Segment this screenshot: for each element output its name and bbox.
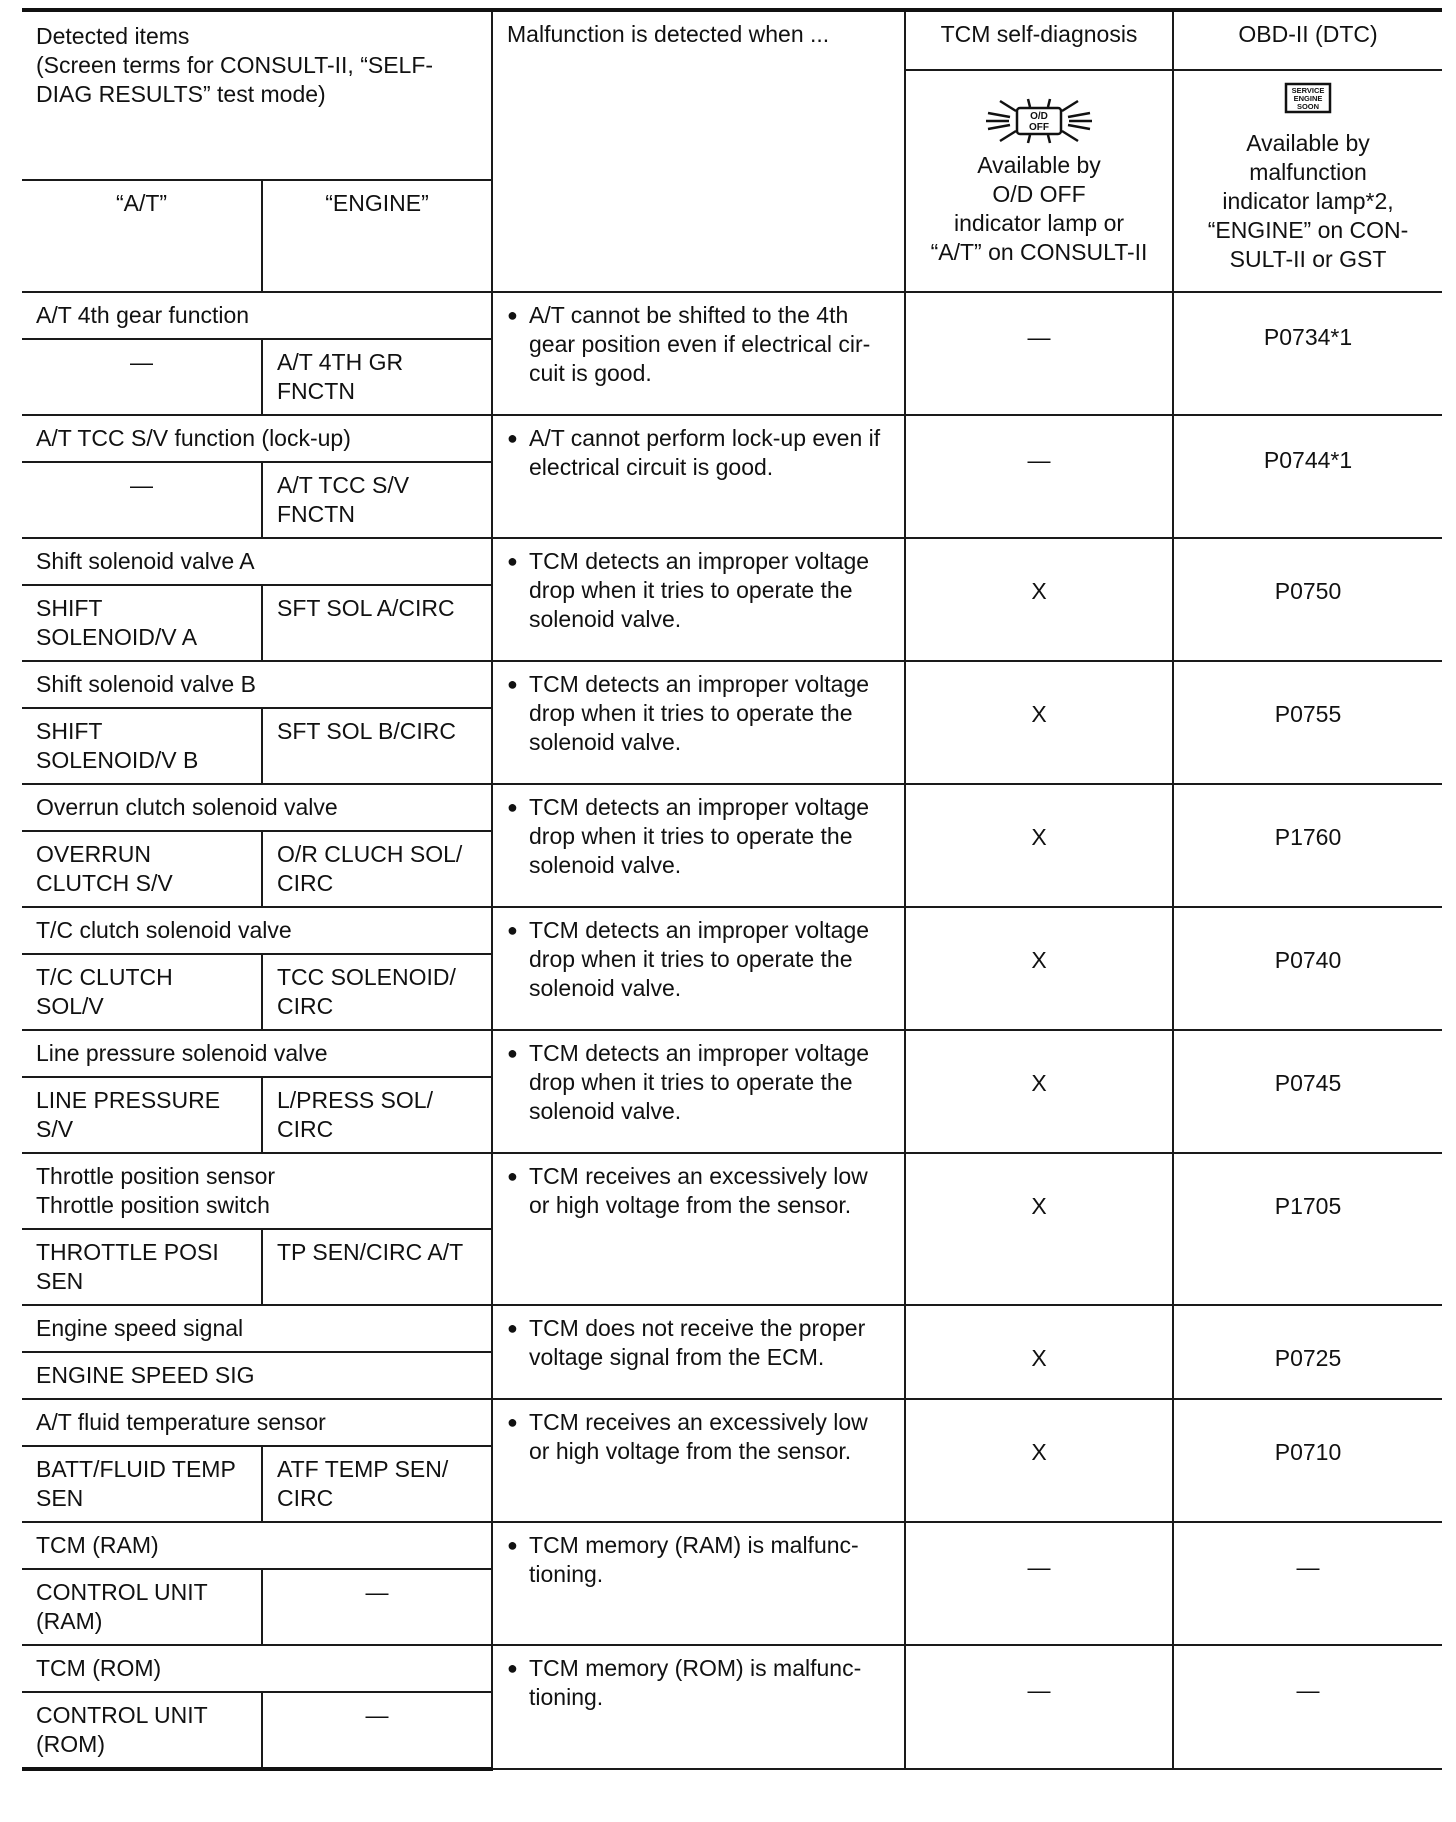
detected-item-name: Line pressure solenoid valve bbox=[36, 1040, 328, 1066]
engine-screen-term: A/T TCC S/V FNCTN bbox=[277, 472, 410, 527]
obd-dtc-cell bbox=[1173, 415, 1442, 538]
bullet-icon: ● bbox=[507, 1166, 518, 1186]
engine-screen-term-cell bbox=[262, 1692, 492, 1769]
detected-item-cell bbox=[22, 1645, 492, 1692]
tcm-self-diagnosis-header bbox=[905, 10, 1173, 70]
malfunction-condition-cell bbox=[492, 415, 905, 538]
engine-screen-term-cell bbox=[262, 462, 492, 538]
obd-dtc-cell bbox=[1173, 1522, 1442, 1645]
engine-screen-term: A/T 4TH GR FNCTN bbox=[277, 349, 404, 404]
engine-screen-term-cell bbox=[262, 1229, 492, 1305]
malfunction-header-label: Malfunction is detected when ... bbox=[507, 21, 830, 47]
detected-item-cell bbox=[22, 1522, 492, 1569]
at-screen-term-cell bbox=[22, 1446, 262, 1522]
engine-screen-term-cell bbox=[262, 339, 492, 415]
detected-item-cell bbox=[22, 661, 492, 708]
malfunction-condition-text: TCM receives an excessively low or high voltage from the sensor. bbox=[529, 1409, 868, 1464]
svg-text:ENGINE: ENGINE bbox=[1293, 94, 1323, 103]
svg-text:OFF: OFF bbox=[1029, 122, 1050, 133]
obd-lamp-cell bbox=[1173, 70, 1442, 292]
engine-screen-term: ATF TEMP SEN/ CIRC bbox=[277, 1456, 449, 1511]
malfunction-condition-cell bbox=[492, 1645, 905, 1769]
at-screen-term-cell bbox=[22, 1229, 262, 1305]
bullet-icon: ● bbox=[507, 1658, 518, 1678]
tcm-self-diagnosis-cell bbox=[905, 1522, 1173, 1645]
at-screen-term-cell bbox=[22, 831, 262, 907]
obd-dtc-code: P0710 bbox=[1274, 1439, 1342, 1465]
detected-item-name: A/T fluid temperature sensor bbox=[36, 1409, 326, 1435]
at-screen-term-cell bbox=[22, 1352, 492, 1399]
obd-dtc-code: — bbox=[1296, 1554, 1320, 1580]
obd-dtc-cell bbox=[1173, 538, 1442, 661]
engine-screen-term: SFT SOL B/CIRC bbox=[277, 718, 456, 744]
engine-screen-term: L/PRESS SOL/ CIRC bbox=[277, 1087, 433, 1142]
tcm-self-diagnosis-cell bbox=[905, 538, 1173, 661]
bullet-icon: ● bbox=[507, 920, 518, 940]
obd-dtc-cell bbox=[1173, 1645, 1442, 1769]
obd-dtc-code: P1760 bbox=[1274, 824, 1342, 850]
service-engine-soon-lamp-icon bbox=[1188, 81, 1428, 115]
tcm-self-diagnosis-value: X bbox=[1031, 824, 1047, 850]
obd-dtc-cell bbox=[1173, 1030, 1442, 1153]
malfunction-condition-text: TCM detects an improper voltage drop when it tries to operate the solenoid valve. bbox=[529, 671, 870, 755]
od-off-lamp-text: O/D bbox=[1030, 111, 1048, 122]
obd-dtc-cell bbox=[1173, 907, 1442, 1030]
detected-item-cell bbox=[22, 1305, 492, 1352]
detected-item-cell bbox=[22, 1153, 492, 1229]
engine-screen-term: TCC SOLENOID/ CIRC bbox=[277, 964, 456, 1019]
engine-screen-term-cell bbox=[262, 1446, 492, 1522]
malfunction-condition-cell bbox=[492, 1305, 905, 1399]
obd-dtc-code: P0725 bbox=[1274, 1345, 1342, 1371]
at-screen-term: LINE PRESSURE S/V bbox=[36, 1087, 221, 1142]
engine-column-label: “ENGINE” bbox=[325, 190, 429, 216]
malfunction-condition-cell bbox=[492, 538, 905, 661]
malfunction-header bbox=[492, 10, 905, 292]
detected-item-cell bbox=[22, 292, 492, 339]
malfunction-condition-cell bbox=[492, 1399, 905, 1522]
detected-item-name: Shift solenoid valve B bbox=[36, 671, 256, 697]
bullet-icon: ● bbox=[507, 797, 518, 817]
tcm-self-diagnosis-cell bbox=[905, 1645, 1173, 1769]
malfunction-condition-cell bbox=[492, 661, 905, 784]
malfunction-condition-cell bbox=[492, 784, 905, 907]
malfunction-condition-text: TCM detects an improper voltage drop when it tries to operate the solenoid valve. bbox=[529, 548, 870, 632]
detected-item-cell bbox=[22, 538, 492, 585]
obd-dtc-code: P0734*1 bbox=[1263, 324, 1353, 350]
malfunction-condition-text: TCM memory (ROM) is malfunc-tioning. bbox=[529, 1655, 862, 1710]
obd-dtc-code: P0750 bbox=[1274, 578, 1342, 604]
obd-dtc-code: P0740 bbox=[1274, 947, 1342, 973]
malfunction-condition-cell bbox=[492, 1522, 905, 1645]
obd-availability-text: Available by malfunction indicator lamp*2, “ENGINE” on CON- SULT-II or GST bbox=[1207, 130, 1409, 272]
tcm-self-diagnosis-value: X bbox=[1031, 1193, 1047, 1219]
tcm-self-diagnosis-value: X bbox=[1031, 947, 1047, 973]
malfunction-condition-text: TCM detects an improper voltage drop when it tries to operate the solenoid valve. bbox=[529, 917, 870, 1001]
at-screen-term: — bbox=[130, 472, 153, 498]
at-screen-term: SHIFT SOLENOID/V B bbox=[36, 718, 199, 773]
detected-item-name: Overrun clutch solenoid valve bbox=[36, 794, 338, 820]
obd-dtc-cell bbox=[1173, 661, 1442, 784]
engine-screen-term-cell bbox=[262, 831, 492, 907]
tcm-lamp-cell bbox=[905, 70, 1173, 292]
malfunction-condition-text: TCM detects an improper voltage drop when it tries to operate the solenoid valve. bbox=[529, 1040, 870, 1124]
tcm-self-diagnosis-value: X bbox=[1031, 701, 1047, 727]
obd-dtc-code: P1705 bbox=[1274, 1193, 1342, 1219]
bullet-icon: ● bbox=[507, 551, 518, 571]
bullet-icon: ● bbox=[507, 1043, 518, 1063]
at-screen-term-cell bbox=[22, 954, 262, 1030]
tcm-self-diagnosis-value: X bbox=[1031, 1070, 1047, 1096]
diagnosis-table-sheet bbox=[22, 8, 1442, 1771]
malfunction-condition-text: A/T cannot perform lock-up even if electrical circuit is good. bbox=[529, 425, 881, 480]
tcm-self-diagnosis-cell bbox=[905, 292, 1173, 415]
at-screen-term: CONTROL UNIT (RAM) bbox=[36, 1579, 208, 1634]
at-screen-term: SHIFT SOLENOID/V A bbox=[36, 595, 198, 650]
tcm-self-diagnosis-cell bbox=[905, 661, 1173, 784]
malfunction-condition-text: A/T cannot be shifted to the 4th gear position even if electrical cir-cuit is good. bbox=[529, 302, 871, 386]
bullet-icon: ● bbox=[507, 428, 518, 448]
detected-item-name: T/C clutch solenoid valve bbox=[36, 917, 292, 943]
tcm-self-diagnosis-cell bbox=[905, 907, 1173, 1030]
tcm-self-diagnosis-value: X bbox=[1031, 1439, 1047, 1465]
detected-item-cell bbox=[22, 1030, 492, 1077]
svg-text:SOON: SOON bbox=[1296, 102, 1320, 111]
detected-item-name: TCM (RAM) bbox=[36, 1532, 159, 1558]
at-screen-term-cell bbox=[22, 708, 262, 784]
bullet-icon: ● bbox=[507, 1412, 518, 1432]
engine-screen-term-cell bbox=[262, 585, 492, 661]
malfunction-condition-cell bbox=[492, 1153, 905, 1305]
tcm-self-diagnosis-value: — bbox=[1027, 1554, 1051, 1580]
tcm-self-diagnosis-value: X bbox=[1031, 578, 1047, 604]
malfunction-condition-text: TCM receives an excessively low or high voltage from the sensor. bbox=[529, 1163, 868, 1218]
detected-item-cell bbox=[22, 415, 492, 462]
tcm-self-diagnosis-value: — bbox=[1027, 447, 1051, 473]
detected-items-label: Detected items (Screen terms for CONSULT-II, “SELF-DIAG RESULTS” test mode) bbox=[36, 23, 434, 107]
malfunction-condition-text: TCM memory (RAM) is malfunc-tioning. bbox=[529, 1532, 859, 1587]
at-screen-term-cell bbox=[22, 1569, 262, 1645]
at-screen-term: T/C CLUTCH SOL/V bbox=[36, 964, 173, 1019]
at-screen-term: THROTTLE POSI SEN bbox=[36, 1239, 219, 1294]
tcm-self-diagnosis-cell bbox=[905, 1030, 1173, 1153]
detected-item-name: A/T 4th gear function bbox=[36, 302, 250, 328]
engine-screen-term-cell bbox=[262, 1569, 492, 1645]
tcm-self-diagnosis-label: TCM self-diagnosis bbox=[940, 21, 1138, 47]
engine-screen-term: SFT SOL A/CIRC bbox=[277, 595, 455, 621]
obd-dtc-code: P0745 bbox=[1274, 1070, 1342, 1096]
engine-screen-term-cell bbox=[262, 954, 492, 1030]
malfunction-condition-cell bbox=[492, 1030, 905, 1153]
malfunction-condition-cell bbox=[492, 292, 905, 415]
obd-dtc-label: OBD-II (DTC) bbox=[1238, 21, 1378, 47]
at-screen-term-cell bbox=[22, 339, 262, 415]
obd-dtc-code: P0744*1 bbox=[1263, 447, 1353, 473]
at-screen-term-cell bbox=[22, 585, 262, 661]
at-column-label: “A/T” bbox=[115, 190, 168, 216]
engine-screen-term: — bbox=[365, 1702, 389, 1728]
detected-item-cell bbox=[22, 1399, 492, 1446]
bullet-icon: ● bbox=[507, 674, 518, 694]
malfunction-condition-text: TCM does not receive the proper voltage signal from the ECM. bbox=[529, 1315, 866, 1370]
at-screen-term-cell bbox=[22, 462, 262, 538]
tcm-self-diagnosis-cell bbox=[905, 1399, 1173, 1522]
svg-text:SERVICE: SERVICE bbox=[1291, 86, 1325, 95]
detected-item-name: A/T TCC S/V function (lock-up) bbox=[36, 425, 351, 451]
obd-dtc-cell bbox=[1173, 784, 1442, 907]
at-screen-term-cell bbox=[22, 1077, 262, 1153]
bullet-icon: ● bbox=[507, 1318, 518, 1338]
engine-screen-term-cell bbox=[262, 708, 492, 784]
malfunction-condition-text: TCM detects an improper voltage drop when it tries to operate the solenoid valve. bbox=[529, 794, 870, 878]
detected-item-cell bbox=[22, 907, 492, 954]
at-screen-term: ENGINE SPEED SIG bbox=[36, 1362, 255, 1388]
at-screen-term: BATT/FLUID TEMP SEN bbox=[36, 1456, 236, 1511]
bullet-icon: ● bbox=[507, 1535, 518, 1555]
tcm-self-diagnosis-cell bbox=[905, 1305, 1173, 1399]
at-screen-term: CONTROL UNIT (ROM) bbox=[36, 1702, 208, 1757]
detected-item-cell bbox=[22, 784, 492, 831]
tcm-self-diagnosis-value: — bbox=[1027, 324, 1051, 350]
detected-items-header bbox=[22, 10, 492, 180]
engine-screen-term-cell bbox=[262, 1077, 492, 1153]
malfunction-condition-cell bbox=[492, 907, 905, 1030]
detected-item-name: Shift solenoid valve A bbox=[36, 548, 255, 574]
tcm-self-diagnosis-value: — bbox=[1027, 1677, 1051, 1703]
tcm-self-diagnosis-value: X bbox=[1031, 1345, 1047, 1371]
obd-dtc-cell bbox=[1173, 1399, 1442, 1522]
bullet-icon: ● bbox=[507, 305, 518, 325]
obd-dtc-cell bbox=[1173, 292, 1442, 415]
engine-column-header bbox=[262, 180, 492, 292]
engine-screen-term: TP SEN/CIRC A/T bbox=[277, 1239, 464, 1265]
obd-dtc-code: P0755 bbox=[1274, 701, 1342, 727]
at-column-header bbox=[22, 180, 262, 292]
detected-item-name: Throttle position sensor Throttle position switch bbox=[36, 1163, 276, 1218]
tcm-self-diagnosis-cell bbox=[905, 1153, 1173, 1305]
obd-dtc-code: — bbox=[1296, 1677, 1320, 1703]
at-screen-term: — bbox=[130, 349, 153, 375]
at-screen-term-cell bbox=[22, 1692, 262, 1769]
obd-dtc-cell bbox=[1173, 1153, 1442, 1305]
at-screen-term: OVERRUN CLUTCH S/V bbox=[36, 841, 173, 896]
engine-screen-term: — bbox=[365, 1579, 389, 1605]
tcm-self-diagnosis-cell bbox=[905, 415, 1173, 538]
od-off-lamp-icon bbox=[920, 97, 1158, 145]
obd-dtc-cell bbox=[1173, 1305, 1442, 1399]
obd-dtc-header bbox=[1173, 10, 1442, 70]
tcm-self-diagnosis-cell bbox=[905, 784, 1173, 907]
detected-item-name: TCM (ROM) bbox=[36, 1655, 162, 1681]
detected-item-name: Engine speed signal bbox=[36, 1315, 244, 1341]
tcm-availability-text: Available by O/D OFF indicator lamp or “A/T” on CONSULT-II bbox=[930, 152, 1148, 265]
engine-screen-term: O/R CLUCH SOL/ CIRC bbox=[277, 841, 463, 896]
self-diagnosis-table bbox=[22, 8, 1442, 1771]
